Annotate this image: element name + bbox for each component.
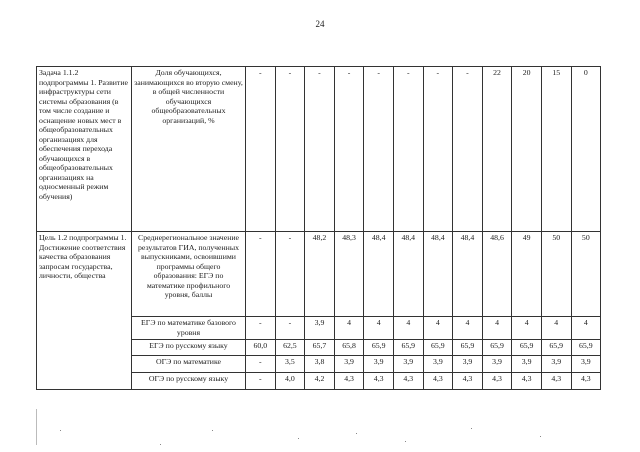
table-row xyxy=(37,232,601,317)
indicator-cell: ОГЭ по русскому языку xyxy=(132,373,246,390)
value-cell: 3,8 xyxy=(305,356,335,373)
value-cell: 48,6 xyxy=(482,232,512,317)
value-cell: 4 xyxy=(512,317,542,340)
scan-speck xyxy=(298,438,299,439)
value-cell: 3,9 xyxy=(393,356,423,373)
value-cell: 20 xyxy=(512,67,542,232)
value-cell: 22 xyxy=(482,67,512,232)
value-cell: 65,9 xyxy=(393,340,423,356)
value-cell: 3,9 xyxy=(453,356,483,373)
value-cell: 48,4 xyxy=(364,232,394,317)
value-cell: 65,7 xyxy=(305,340,335,356)
value-cell: - xyxy=(246,67,276,232)
value-cell: - xyxy=(246,356,276,373)
value-cell: 3,9 xyxy=(482,356,512,373)
value-cell: 50 xyxy=(571,232,601,317)
table-row xyxy=(37,67,601,232)
value-cell: 65,9 xyxy=(423,340,453,356)
scan-speck xyxy=(540,436,541,437)
scan-speck xyxy=(471,428,472,429)
value-cell: 4 xyxy=(334,317,364,340)
value-cell: 4,0 xyxy=(275,373,305,390)
value-cell: 65,9 xyxy=(541,340,571,356)
value-cell: 3,9 xyxy=(423,356,453,373)
value-cell: - xyxy=(246,232,276,317)
value-cell: 4,3 xyxy=(393,373,423,390)
value-cell: 4,3 xyxy=(364,373,394,390)
value-cell: 65,9 xyxy=(571,340,601,356)
indicators-table xyxy=(36,66,601,390)
value-cell: 65,9 xyxy=(453,340,483,356)
value-cell: 4,3 xyxy=(571,373,601,390)
value-cell: 4,3 xyxy=(334,373,364,390)
page-number: 24 xyxy=(315,19,325,29)
value-cell: 4 xyxy=(541,317,571,340)
value-cell: 65,9 xyxy=(482,340,512,356)
scan-speck xyxy=(212,430,213,431)
value-cell: - xyxy=(453,67,483,232)
value-cell: 4,3 xyxy=(512,373,542,390)
value-cell: 65,8 xyxy=(334,340,364,356)
value-cell: 65,9 xyxy=(512,340,542,356)
task-cell: Цель 1.2 подпрограммы 1. Достижение соответствия качества образования запросам государства, личности, общества xyxy=(37,232,132,390)
value-cell: 4,3 xyxy=(453,373,483,390)
value-cell: - xyxy=(393,67,423,232)
value-cell: 3,9 xyxy=(364,356,394,373)
scan-speck xyxy=(60,430,61,431)
value-cell: 4,3 xyxy=(423,373,453,390)
value-cell: - xyxy=(364,67,394,232)
value-cell: 50 xyxy=(541,232,571,317)
value-cell: - xyxy=(305,67,335,232)
indicator-cell: Доля обучающихся, занимающихся во вторую смену, в общей численности обучающихся общеобразовательных организаций, % xyxy=(132,67,246,232)
value-cell: 4 xyxy=(364,317,394,340)
indicator-cell: ЕГЭ по математике базового уровня xyxy=(132,317,246,340)
value-cell: 48,4 xyxy=(423,232,453,317)
value-cell: - xyxy=(246,317,276,340)
value-cell: 48,3 xyxy=(334,232,364,317)
value-cell: 3,9 xyxy=(512,356,542,373)
value-cell: - xyxy=(275,317,305,340)
value-cell: 3,9 xyxy=(334,356,364,373)
value-cell: 4 xyxy=(393,317,423,340)
value-cell: 3,9 xyxy=(541,356,571,373)
value-cell: 48,4 xyxy=(393,232,423,317)
value-cell: 3,9 xyxy=(305,317,335,340)
indicator-cell: Среднерегиональное значение результатов ГИА, полученных выпускниками, освоившими программы общего образования: ЕГЭ по математике профильного уровня, баллы xyxy=(132,232,246,317)
value-cell: 48,4 xyxy=(453,232,483,317)
value-cell: 4,3 xyxy=(541,373,571,390)
value-cell: 4,2 xyxy=(305,373,335,390)
indicator-cell: ЕГЭ по русскому языку xyxy=(132,340,246,356)
scan-margin-line xyxy=(36,409,37,445)
value-cell: 4,3 xyxy=(482,373,512,390)
scan-speck xyxy=(356,433,357,434)
value-cell: 4 xyxy=(571,317,601,340)
scan-speck xyxy=(405,441,406,442)
value-cell: - xyxy=(275,67,305,232)
value-cell: - xyxy=(334,67,364,232)
value-cell: 49 xyxy=(512,232,542,317)
value-cell: - xyxy=(423,67,453,232)
scan-speck xyxy=(160,444,161,445)
value-cell: 4 xyxy=(423,317,453,340)
value-cell: 4 xyxy=(453,317,483,340)
value-cell: 60,0 xyxy=(246,340,276,356)
value-cell: 4 xyxy=(482,317,512,340)
indicator-cell: ОГЭ по математике xyxy=(132,356,246,373)
value-cell: 15 xyxy=(541,67,571,232)
value-cell: 48,2 xyxy=(305,232,335,317)
value-cell: 62,5 xyxy=(275,340,305,356)
value-cell: 3,5 xyxy=(275,356,305,373)
task-cell: Задача 1.1.2 подпрограммы 1. Развитие инфраструктуры сети системы образования (в том числе создание и оснащение новых мест в общеобразовательных организациях для обеспечения перехода обучающихся в общеобразовательных организациях на односменный режим обучения) xyxy=(37,67,132,232)
value-cell: 65,9 xyxy=(364,340,394,356)
value-cell: - xyxy=(246,373,276,390)
value-cell: - xyxy=(275,232,305,317)
value-cell: 3,9 xyxy=(571,356,601,373)
value-cell: 0 xyxy=(571,67,601,232)
